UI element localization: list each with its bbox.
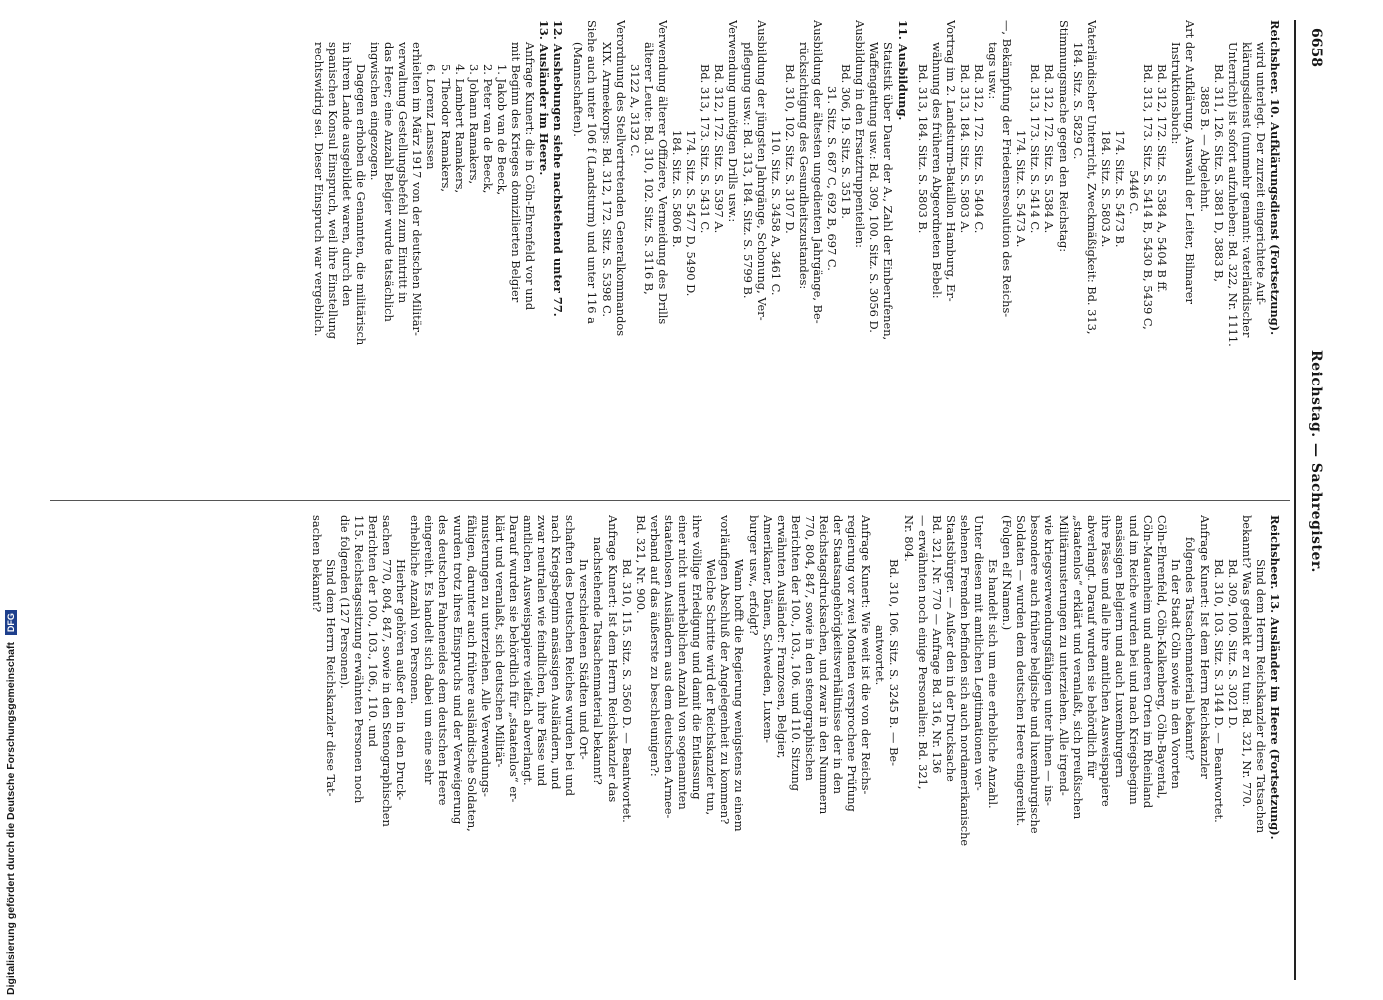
- text-line: Bd. 312, 172. Sitz. S. 5397 A.: [712, 64, 727, 234]
- text-line: Cöln-Ehrenfeld, Cöln-Kalkenberg, Cöln-Bayental,: [1155, 515, 1170, 799]
- text-line: Bd. 313, 184. Sitz. S. 5803 B.: [915, 64, 930, 234]
- text-line: Bd. 306, 19. Sitz. S. 351 B.: [839, 64, 854, 219]
- text-line: tags usw.:: [986, 42, 1001, 100]
- running-title: Reichstag. — Sachregister.: [1308, 350, 1324, 573]
- text-line: Welche Schritte wird der Reichskanzler tun,: [704, 559, 719, 816]
- text-line: Bd. 321, Nr. 900.: [633, 515, 648, 614]
- text-line: sehenen Fremden befinden sich auch nordamerikanische: [957, 515, 972, 847]
- text-line: Vaterländischer Unterricht, Zweckmäßigkeit: Bd. 313,: [1084, 20, 1099, 335]
- text-line: staatenlosen Ausländern aus dem deutschen Armee-: [661, 515, 676, 819]
- column-divider: [50, 500, 1290, 501]
- text-line: ihre Pässe und alle ihre amtlichen Ausweispapiere: [1098, 515, 1113, 807]
- text-line: zwar neutralen wie feindlichen, ihre Pässe und: [535, 515, 550, 787]
- text-line: Ausbildung in den Ersatztruppenteilen:: [853, 20, 868, 248]
- text-line: 115. Reichstagssitzung erwähnten Personen noch: [351, 515, 366, 804]
- text-line: amtlichen Ausweispapiere vielfach abverlangt.: [521, 515, 536, 786]
- text-line: mit Beginn des Krieges domizilierten Belgier: [509, 42, 524, 303]
- text-line: „staatenlos“ erklärt und veranlaßt, sich preußischen: [1070, 515, 1085, 820]
- text-line: Unter diesen mit amtlichen Legitimationen ver-: [972, 515, 987, 791]
- dfg-logo: DFG: [5, 610, 17, 635]
- text-line: ansässigen Belgiern und auch Luxemburgern: [1112, 515, 1127, 778]
- text-line: Hierher gehören außer den in den Druck-: [394, 559, 409, 801]
- text-line: rücksichtigung des Gesundheitszustandes:: [796, 42, 811, 290]
- text-line: Stimmungsmache gegen den Reichstag:: [1056, 20, 1071, 253]
- text-line: älterer Leute: Bd. 310, 102. Sitz. S. 3116 B,: [641, 42, 656, 295]
- text-line: 5446 C.: [1127, 170, 1142, 215]
- text-line: Berichten der 100., 103., 106. und 110. Sitzung: [788, 515, 803, 792]
- text-line: Militärmusterungen zu unterziehen. Alle irgend-: [1056, 515, 1071, 796]
- text-line: Vortrag im 2. Landsturm-Bataillon Hamburg, Er-: [943, 20, 958, 302]
- text-line: Cöln-Mauenheim und anderen Orten im Rheinland: [1141, 515, 1156, 809]
- text-line: Ausbildung der ältesten ungedienten Jahrgänge, Be-: [811, 20, 825, 324]
- spacer: [910, 20, 916, 480]
- text-line: (Folgen elf Namen.): [1000, 515, 1015, 631]
- text-line: 184. Sitz. S. 5806 B.: [670, 130, 685, 248]
- text-line: ihre völlige Erledigung und damit die Entlassung: [690, 515, 705, 800]
- text-line: — erwähnten noch einige Personalien: Bd. 321,: [915, 515, 930, 790]
- text-line: sachen 770, 804, 847, sowie in den Stenographischen: [380, 515, 395, 827]
- text-line: Soldaten — wurden dem deutschen Heere eingereiht.: [1014, 515, 1029, 827]
- text-line: Bd. 310, 106. Sitz. S. 3245 B. — Be-: [887, 559, 902, 766]
- text-line: Nr. 804.: [901, 515, 916, 562]
- footer-text: Digitalisierung gefördert durch die Deutsche Forschungsgemeinschaft: [5, 642, 17, 995]
- text-line: spanischen Konsul Einspruch, weil ihre Einstellung: [325, 42, 340, 340]
- text-line: 4. Lambert Ramakers,: [452, 64, 467, 194]
- text-line: klärt und veranlaßt, sich deutschen Militär-: [492, 515, 507, 768]
- text-line: 11. Ausbildung.: [895, 20, 910, 121]
- text-line: Bd. 313, 173. Sitz. S. 5414 C.: [1028, 64, 1043, 234]
- text-line: Instruktionsbuch:: [1169, 42, 1184, 145]
- text-line: Bd. 311, 126. Sitz. S. 3881 D, 3883 B,: [1211, 64, 1226, 282]
- text-line: Sind dem Herrn Reichskanzler diese Tat-: [323, 559, 338, 797]
- text-line: 13. Ausländer im Heere.: [537, 20, 552, 176]
- text-line: nachstehende Tatsachenmaterial bekannt?: [591, 537, 606, 785]
- right-column: [310, 515, 1282, 975]
- text-line: klärungsdienst (nunmehr genannt: vaterländischer: [1239, 42, 1254, 338]
- text-line: 3. Johann Ramakers,: [466, 64, 481, 185]
- text-line: folgendes Tatsachenmaterial bekannt?: [1183, 537, 1198, 761]
- text-line: Anfrage Kunert: Ist dem Herrn Reichskanzler: [1197, 515, 1212, 779]
- text-line: verwaltung Gestellungsbefehl zum Eintritt in: [396, 42, 411, 304]
- header-rule: [1294, 20, 1296, 980]
- text-line: 1. Jakob van de Beeck,: [494, 64, 509, 196]
- text-line: 5. Theodor Ramakers,: [438, 64, 453, 193]
- text-line: Bd. 321, Nr. 770 — Anfrage Bd. 316, Nr. 136: [929, 515, 944, 774]
- text-line: 174. Sitz. S. 5477 D, 5490 D.: [684, 130, 699, 297]
- text-line: Art der Aufklärung, Auswahl der Leiter, Bilmarer: [1183, 20, 1198, 304]
- text-line: Dagegen erhoben die Genannten, die militärisch: [354, 64, 368, 346]
- text-line: der Staatsangehörigkeitsverhältnisse der in den: [831, 515, 846, 794]
- text-line: Waffengattung usw.: Bd. 309, 100. Sitz. S. 3056 D.: [867, 42, 882, 333]
- text-line: in ihrem Lande ausgebildet waren, durch den: [339, 42, 354, 307]
- text-line: des deutschen Fahneneides dem deutschen Heere: [436, 515, 451, 806]
- text-line: Darauf wurden sie behördlich für „staatenlos“ er-: [506, 515, 521, 803]
- text-line: 184. Sitz. S. 5803 A.: [1098, 130, 1113, 248]
- text-line: regierung vor zwei Monaten versprochene Prüfung: [845, 515, 860, 812]
- text-line: Bd. 312, 172. Sitz. S. 5384 A, 5404 B ff.: [1155, 64, 1170, 293]
- text-line: —, Bekämpfung der Friedensresolution des Reichs-: [1000, 20, 1015, 318]
- page-header: [1296, 20, 1330, 980]
- text-line: Verwendung unnötigen Drills usw.:: [726, 20, 741, 223]
- text-line: 31. Sitz. S. 687 C, 692 B, 697 C.: [825, 86, 840, 271]
- text-line: Reichsheer. 13. Ausländer im Heere (Fortsetzung).: [1268, 515, 1282, 840]
- text-line: erwähnten Ausländer: Franzosen, Belgier,: [774, 515, 789, 759]
- text-line: 12. Aushebungen siehe nachstehend unter 77.: [551, 20, 566, 317]
- text-line: Reichsheer. 10. Aufklärungsdienst (Fortsetzung).: [1268, 20, 1282, 336]
- footer-credit: [1, 610, 17, 995]
- text-line: Verordnung des Stellvertretenden Generalkommandos: [613, 20, 628, 337]
- text-line: wird unterlegt. Der zurzeit eingerichtete Auf-: [1253, 42, 1268, 306]
- text-line: fähigen, darunter auch frühere ausländische Soldaten,: [464, 515, 479, 832]
- text-line: Sind dem Herrn Reichskanzler diese Tatsachen: [1253, 559, 1268, 834]
- text-line: Bd. 312, 172. Sitz. S. 5384 A.: [1042, 64, 1057, 234]
- text-line: Bd. 313, 184. Sitz. S. 5803 A.: [957, 64, 972, 234]
- text-line: Anfrage Kunert: die in Cöln-Ehrenfeld vor und: [523, 42, 538, 311]
- text-line: nach Kriegsbeginn ansässigen Ausländern, und: [549, 515, 564, 790]
- text-line: musterungen zu unterziehen. Alle Verwendungs-: [478, 515, 493, 797]
- text-line: 3122 A, 3132 C.: [627, 64, 642, 157]
- text-line: Bd. 310, 115. Sitz. S. 3560 D. — Beantwortet.: [619, 559, 634, 823]
- text-line: Wann hofft die Regierung wenigstens zu einem: [732, 559, 747, 832]
- text-line: 174. Sitz. S. 5473 B.: [1112, 130, 1127, 248]
- text-line: ingwischen eingezogen.: [368, 42, 383, 181]
- text-line: Bd. 310, 102. Sitz. S. 3107 D.: [782, 64, 797, 234]
- text-line: 110. Sitz. S. 3458 A, 3461 C.: [768, 130, 783, 296]
- text-line: burger usw., erfolgt?: [746, 515, 761, 636]
- text-line: 770, 804, 847, sowie in den stenographischen: [802, 515, 817, 781]
- text-line: Siehe auch unter 106 f (Landsturm) und unter 116 a: [585, 20, 600, 324]
- text-line: Anfrage Kunert: Wie weit ist die von der Reichs-: [859, 515, 874, 795]
- text-line: Bd. 313, 173. Sitz. S. 5431 C.: [698, 64, 713, 234]
- text-line: rechtswidrig sei. Dieser Einspruch war vergeblich.: [311, 42, 326, 337]
- text-line: Statistik über Dauer der A., Zahl der Einberufenen,: [881, 42, 896, 341]
- text-line: verband auf das äußerste zu beschleunigen?:: [647, 515, 662, 777]
- text-line: wie kriegsverwendungsfähigen unter ihnen — ins-: [1042, 515, 1057, 806]
- rotated-sheet: [0, 20, 1330, 980]
- text-line: abverlangt. Darauf wurden sie behördlich für: [1084, 515, 1099, 778]
- text-line: Es handelt sich um eine erhebliche Anzahl.: [986, 559, 1001, 809]
- text-line: schaften des Deutschen Reiches wurden bei und: [563, 515, 578, 797]
- text-line: Bd. 310, 103. Sitz. S. 3144 D. — Beantwortet.: [1211, 559, 1226, 823]
- text-line: einer nicht unerheblichen Anzahl von sogenannten: [676, 515, 691, 810]
- text-line: eingereiht. Es handelt sich dabei um eine sehr: [422, 515, 437, 785]
- text-line: Anfrage Kunert: Ist dem Herrn Reichskanzler das: [605, 515, 620, 803]
- text-line: 174. Sitz. S. 5473 A.: [1014, 130, 1029, 248]
- text-line: Bd. 313, 173. Sitz. S. 5414 B, 5430 B, 5439 C,: [1141, 64, 1156, 330]
- page-number: 6658: [1308, 28, 1324, 67]
- text-line: wurden trotz ihres Einspruchs und der Verweigerung: [450, 515, 465, 825]
- text-line: 184. Sitz. S. 5829 C.: [1070, 42, 1085, 160]
- text-line: XIX. Armeekorps: Bd. 312, 172. Sitz. S. 5398 C.: [599, 42, 614, 318]
- text-line: erhebliche Anzahl von Personen.: [408, 515, 423, 705]
- text-line: Reichstagsdrucksachen, und zwar in den Nummern: [817, 515, 831, 815]
- text-line: 3885 B. — Abgelehnt.: [1197, 86, 1212, 213]
- text-line: die folgenden (127 Personen).: [337, 515, 352, 689]
- text-line: Bd. 309, 100. Sitz. S. 3021 D.: [1225, 559, 1240, 729]
- text-line: Amerikaner, Dänen, Schweden, Luxem-: [760, 515, 775, 743]
- text-line: erhielten im März 1917 von der deutschen Militär-: [410, 42, 425, 336]
- text-line: vorläufigen Abschluß der Angelegenheit zu kommen?: [718, 515, 733, 825]
- text-line: besondere auch frühere belgische und luxemburgische: [1028, 515, 1043, 834]
- text-line: Staatsbürger. — Außer den in der Drucksache: [943, 515, 958, 782]
- text-line: Ausbildung der jüngsten Jahrgänge, Schonung, Ver-: [754, 20, 769, 321]
- text-line: sachen bekannt?: [309, 515, 324, 613]
- text-line: pflegung usw.: Bd. 313, 184. Sitz. S. 5799 B.: [740, 42, 755, 299]
- text-line: Berichten der 100., 103., 106., 110. und: [366, 515, 380, 748]
- left-column: [312, 20, 1282, 480]
- text-line: und im Reiche wurden bei und nach Kriegsbeginn: [1127, 515, 1142, 805]
- text-line: Verwendung älterer Offiziere, Vermeidung des Drills: [655, 20, 670, 325]
- text-line: (Mannschaften).: [571, 42, 586, 137]
- text-line: Bd. 312, 172. Sitz. S. 5404 C.: [972, 64, 987, 234]
- text-line: In der Stadt Cöln sowie in den Vororten: [1169, 559, 1184, 789]
- text-line: 2. Peter van de Beeck,: [480, 64, 495, 194]
- text-line: antwortet.: [873, 625, 888, 686]
- text-line: wähnung des früheren Abgeordneten Bebel:: [929, 42, 944, 299]
- text-line: In verschiedenen Städten und Ort-: [577, 559, 592, 760]
- text-line: 6. Lorenz Lanssen: [424, 64, 439, 170]
- text-line: das Heer; eine Anzahl Belgier wurde tatsächlich: [382, 42, 397, 322]
- text-line: bekannt? Was gedenkt er zu tun: Bd. 321, Nr. 770.: [1239, 515, 1254, 808]
- text-line: Unterricht) ist sofort aufzuheben: Bd. 322, Nr. 1111.: [1225, 42, 1240, 347]
